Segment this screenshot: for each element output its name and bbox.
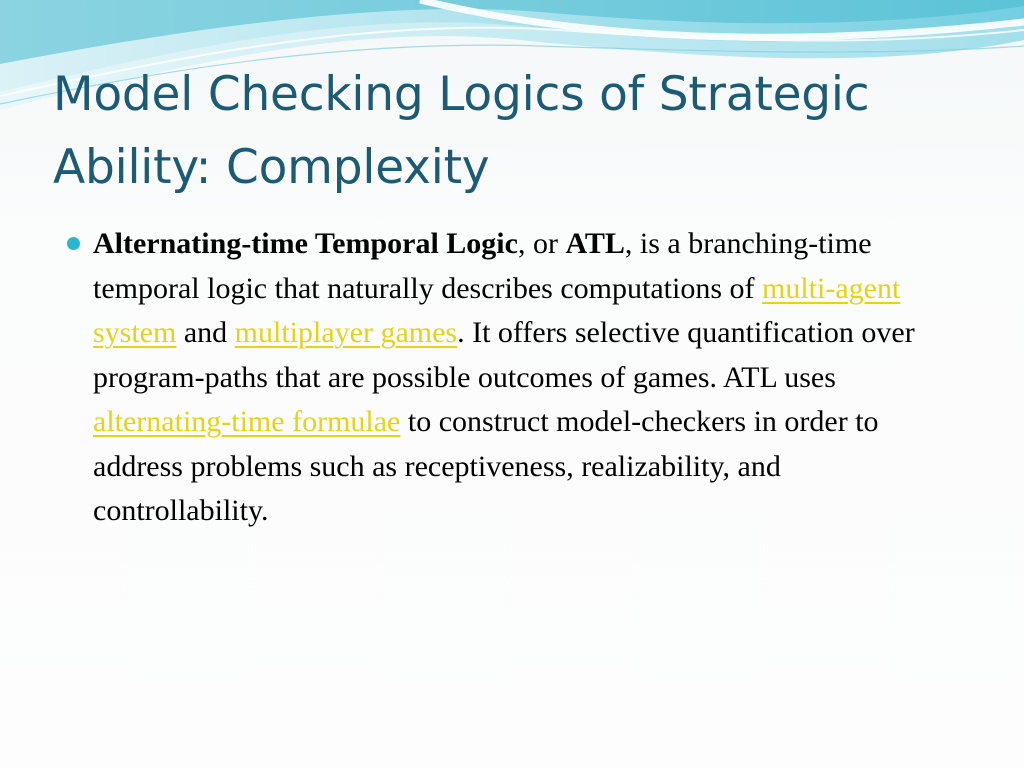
- text-segment-1: , is a branching-time temporal logic that naturally describes computations of: [93, 227, 872, 305]
- link-multi-agent-system[interactable]: multi-agent system: [93, 271, 901, 349]
- text-or: , or: [517, 227, 566, 260]
- slide-body: [62, 222, 962, 534]
- bullet-paragraph: [93, 222, 962, 534]
- slide-title: Model Checking Logics of Strategic Ability: Complexity: [53, 67, 870, 195]
- text-segment-4: to construct model-checkers in order to address problems such as receptiveness, realizability, and controllability.: [93, 405, 879, 527]
- link-alternating-time-formulae[interactable]: alternating-time formulae: [93, 405, 401, 438]
- text-segment-2: and: [176, 316, 235, 349]
- text-segment-3: . It offers selective quantification over program-paths that are possible outcomes of games. ATL uses: [93, 316, 915, 394]
- bullet-icon: [67, 237, 80, 250]
- term-bold: Alternating-time Temporal Logic: [93, 227, 518, 260]
- link-multiplayer-games[interactable]: multiplayer games: [234, 316, 458, 349]
- abbr-bold: ATL: [565, 227, 625, 260]
